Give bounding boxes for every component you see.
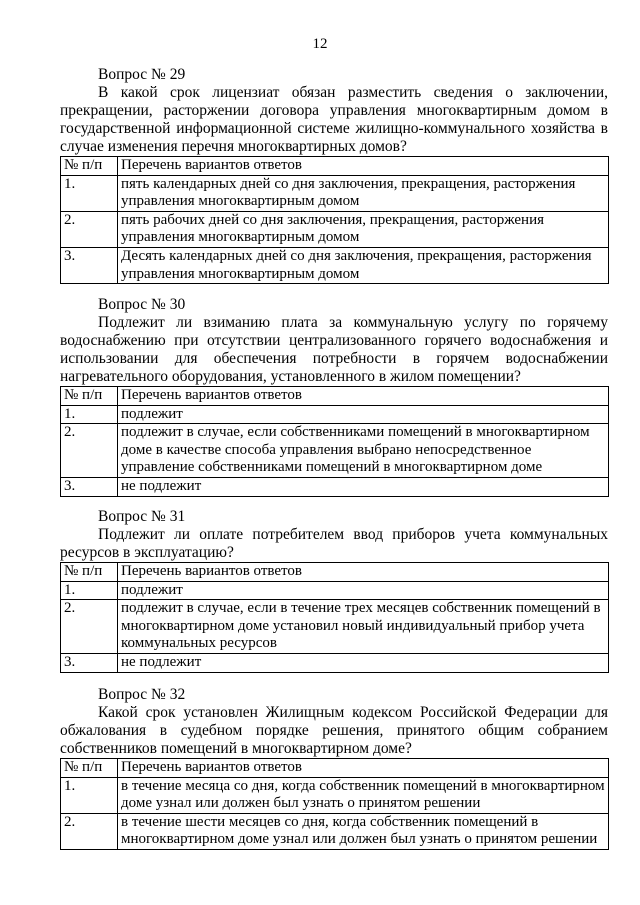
question-30 (60, 296, 608, 497)
table-header-row (61, 157, 609, 176)
question-text: Подлежит ли взиманию плата за коммунальную услугу по горячему водоснабжению при отсутствии централизованного горячего водоснабжения и использовании для обеспечения потребности в горячем водоснабжении нагревательного оборудования, установленного в жилом помещении? (60, 314, 608, 385)
page-number: 12 (312, 36, 328, 52)
table-row (61, 175, 609, 211)
row-answer: не подлежит (118, 477, 609, 496)
table-header-row (61, 759, 609, 778)
table-row (61, 211, 609, 247)
table-row (61, 405, 609, 424)
table-row (61, 600, 609, 654)
row-answer: Десять календарных дней со дня заключения, прекращения, расторжения управления многоквартирным домом (118, 247, 609, 283)
question-title: Вопрос № 29 (98, 66, 186, 83)
row-answer: не подлежит (118, 653, 609, 672)
row-answer: подлежит (118, 405, 609, 424)
row-answer: подлежит в случае, если в течение трех месяцев собственник помещений в многоквартирном доме установил новый индивидуальный прибор учета коммунальных ресурсов (118, 600, 609, 654)
row-number: 2. (61, 424, 118, 478)
question-title: Вопрос № 30 (98, 296, 186, 313)
table-row (61, 247, 609, 283)
row-answer: пять рабочих дней со дня заключения, прекращения, расторжения управления многоквартирным домом (118, 211, 609, 247)
header-number: № п/п (61, 563, 118, 582)
table-header-row (61, 563, 609, 582)
question-title: Вопрос № 31 (98, 508, 186, 525)
row-number: 1. (61, 405, 118, 424)
header-options: Перечень вариантов ответов (118, 759, 609, 778)
table-row (61, 477, 609, 496)
header-number: № п/п (61, 157, 118, 176)
row-number: 3. (61, 477, 118, 496)
row-answer: подлежит (118, 581, 609, 600)
row-number: 3. (61, 247, 118, 283)
header-number: № п/п (61, 759, 118, 778)
table-row (61, 424, 609, 478)
question-31 (60, 508, 608, 673)
table-row (61, 813, 609, 849)
row-number: 2. (61, 813, 118, 849)
row-answer: в течение шести месяцев со дня, когда собственник помещений в многоквартирном доме узнал или должен был узнать о принятом решении (118, 813, 609, 849)
answers-table (60, 758, 609, 850)
row-number: 1. (61, 581, 118, 600)
row-answer: подлежит в случае, если собственниками помещений в многоквартирном доме в качестве способа управления выбрано непосредственное управление собственниками помещений в многоквартирном доме (118, 424, 609, 478)
row-number: 3. (61, 653, 118, 672)
question-title: Вопрос № 32 (98, 686, 186, 703)
question-text: Подлежит ли оплате потребителем ввод приборов учета коммунальных ресурсов в эксплуатацию? (60, 526, 608, 561)
header-options: Перечень вариантов ответов (118, 563, 609, 582)
row-number: 1. (61, 777, 118, 813)
question-32 (60, 686, 608, 850)
row-answer: пять календарных дней со дня заключения, прекращения, расторжения управления многоквартирным домом (118, 175, 609, 211)
header-options: Перечень вариантов ответов (118, 157, 609, 176)
answers-table (60, 156, 609, 284)
row-number: 2. (61, 600, 118, 654)
row-number: 1. (61, 175, 118, 211)
answers-table (60, 562, 609, 673)
header-options: Перечень вариантов ответов (118, 387, 609, 406)
table-row (61, 777, 609, 813)
question-text: В какой срок лицензиат обязан разместить сведения о заключении, прекращении, расторжении договора управления многоквартирным домом в государственной информационной системе жилищно-коммунального хозяйства в случае изменения перечня многоквартирных домов? (60, 84, 608, 155)
header-number: № п/п (61, 387, 118, 406)
row-answer: в течение месяца со дня, когда собственник помещений в многоквартирном доме узнал или должен был узнать о принятом решении (118, 777, 609, 813)
question-text: Какой срок установлен Жилищным кодексом Российской Федерации для обжалования в судебном порядке решения, принятого общим собранием собственников помещений в многоквартирном доме? (60, 704, 608, 757)
row-number: 2. (61, 211, 118, 247)
table-row (61, 653, 609, 672)
table-header-row (61, 387, 609, 406)
answers-table (60, 386, 609, 497)
table-row (61, 581, 609, 600)
question-29 (60, 66, 608, 284)
